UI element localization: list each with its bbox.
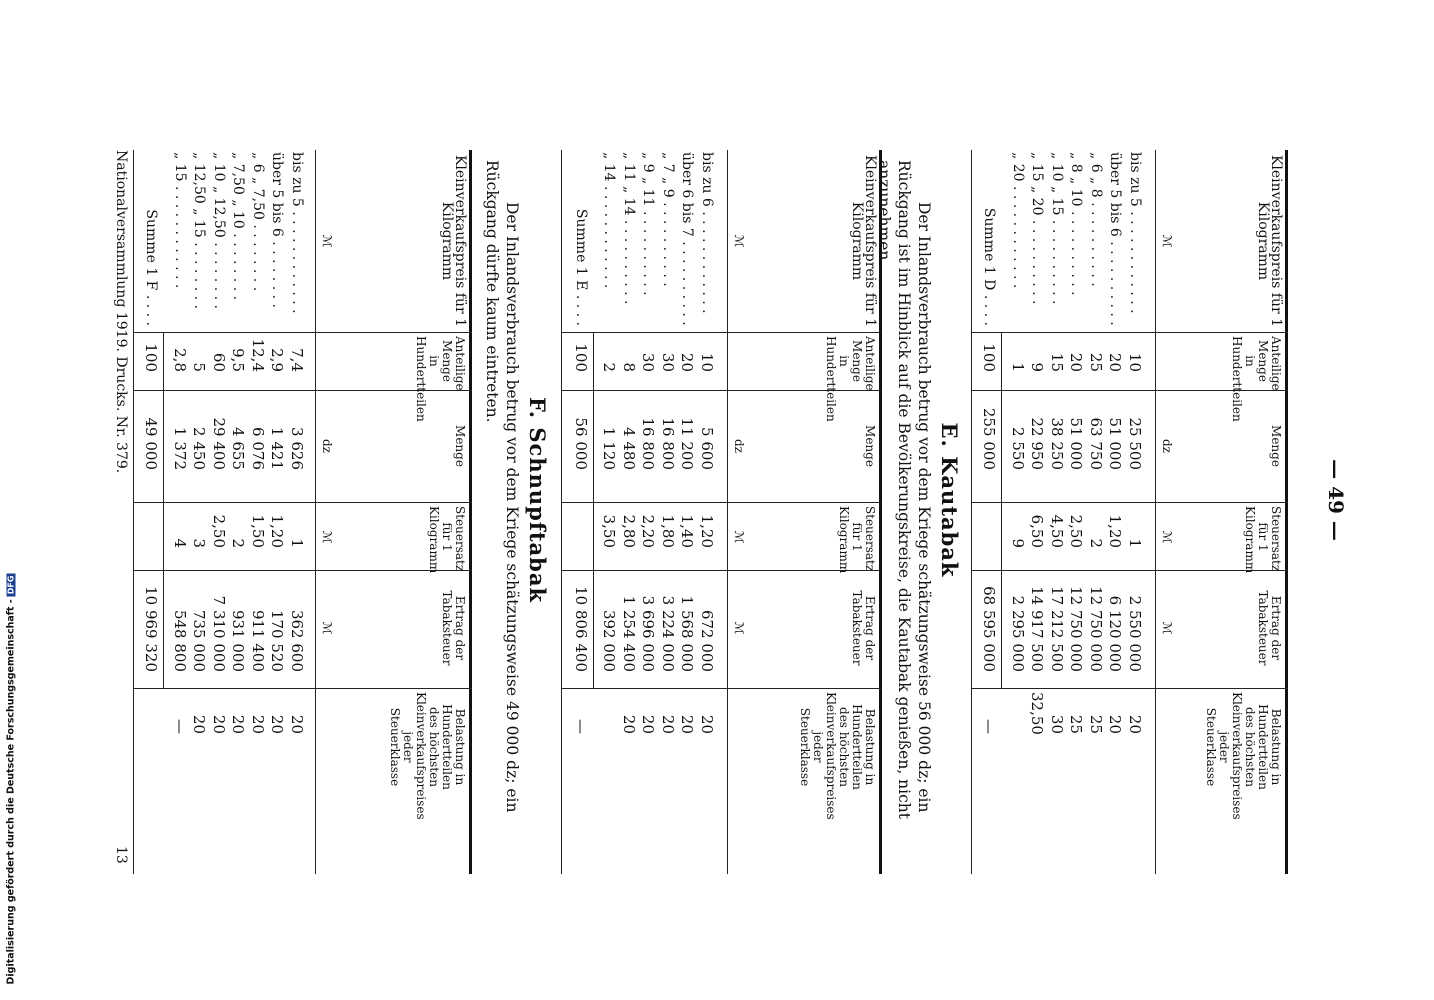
f-row-label: „ 10 „ 12,50 . . . . . . . . bbox=[211, 152, 227, 309]
e-row-label: „ 14 . . . . . . . . . . . . bbox=[601, 152, 618, 289]
d-sum-menge: 255 000 bbox=[980, 407, 998, 470]
d-row-satz: 1 bbox=[1126, 538, 1144, 548]
e-col-line-2 bbox=[562, 502, 882, 503]
d-row-ertrag: 17 212 500 bbox=[1048, 586, 1066, 672]
d-row-satz: 4,50 bbox=[1048, 514, 1066, 548]
e-row-menge: 4 480 bbox=[620, 427, 638, 470]
f-row-belastung: 20 bbox=[190, 714, 209, 734]
e-header-belastung: Belastung in Hundertteilen des höchsten Kleinverkaufspreises jeder Steuerklasse bbox=[798, 692, 877, 820]
d-row-satz: 2 bbox=[1087, 538, 1105, 548]
f-row-belastung: 20 bbox=[229, 714, 248, 734]
d-header-anteil: Anteilige Menge in Hundertteilen bbox=[1230, 336, 1283, 422]
e-row-anteil: 10 bbox=[698, 352, 716, 372]
d-row-ertrag: 2 550 000 bbox=[1126, 595, 1144, 672]
f-col-line-3 bbox=[134, 570, 472, 571]
f-row-label: bis zu 5 . . . . . . . . . . . . bbox=[289, 152, 305, 314]
e-row-anteil: 2 bbox=[600, 362, 619, 372]
f-row-anteil: 5 bbox=[190, 362, 209, 372]
f-row-label: über 5 bis 6 . . . . . . . . bbox=[269, 152, 286, 308]
d-row-ertrag: 14 917 500 bbox=[1028, 586, 1047, 672]
e-header-ertrag: Ertrag der Tabaksteuer bbox=[850, 590, 877, 666]
f-row-menge: 4 655 bbox=[229, 427, 248, 470]
e-sum-menge: 56 000 bbox=[572, 417, 590, 470]
d-sum-label: Summe 1 D . . . . bbox=[981, 207, 997, 326]
f-row-menge: 1 372 bbox=[171, 427, 189, 470]
f-row-anteil: 9,5 bbox=[229, 348, 248, 372]
d-row-ertrag: 6 120 000 bbox=[1106, 595, 1125, 672]
d-header-ertrag: Ertrag der Tabaksteuer bbox=[1256, 590, 1283, 666]
d-row-menge: 63 750 bbox=[1087, 417, 1105, 470]
d-row-belastung: 32,50 bbox=[1028, 692, 1047, 735]
d-row-ertrag: 2 295 000 bbox=[1009, 595, 1027, 672]
e-row-label: „ 11 „ 14 . . . . . . . . . . bbox=[621, 152, 637, 305]
e-row-ertrag: 1 254 400 bbox=[620, 595, 638, 672]
d-row-satz: 6,50 bbox=[1028, 514, 1047, 548]
e-row-belastung: 20 bbox=[639, 714, 658, 734]
f-row-belastung: 20 bbox=[249, 714, 267, 734]
d-unit_ertrag: ℳ bbox=[1160, 621, 1174, 635]
d-col-line-4 bbox=[972, 688, 1288, 689]
e-col-line-0 bbox=[562, 332, 882, 333]
d-row-belastung: 20 bbox=[1106, 714, 1125, 734]
d-row-menge: 2 550 bbox=[1009, 427, 1027, 470]
e-header-preis: Kleinverkaufspreis für 1 Kilogramm bbox=[849, 154, 878, 328]
e-sum-rule bbox=[593, 332, 594, 688]
d-row-menge: 51 000 bbox=[1106, 417, 1125, 470]
f-row-belastung: 20 bbox=[268, 714, 287, 734]
f-bottom-rule bbox=[133, 150, 134, 874]
e-row-menge: 11 200 bbox=[678, 417, 697, 470]
d-header-preis: Kleinverkaufspreis für 1 Kilogramm bbox=[1255, 154, 1284, 328]
e-row-satz: 2,20 bbox=[639, 514, 658, 548]
e-row-belastung: 20 bbox=[698, 714, 716, 734]
f-row-belastung: — bbox=[171, 719, 189, 734]
e-row-menge: 16 800 bbox=[659, 417, 677, 470]
e-row-satz: 1,40 bbox=[678, 514, 697, 548]
f-row-label: „ 15 . . . . . . . . . . . . bbox=[172, 152, 188, 289]
f-row-anteil: 12,4 bbox=[249, 338, 267, 372]
f-row-satz: 1 bbox=[288, 538, 306, 548]
d-row-menge: 38 250 bbox=[1048, 417, 1066, 470]
d-row-label: „ 8 „ 10 . . . . . . . . . . bbox=[1068, 152, 1085, 296]
d-unit_preis: ℳ bbox=[1160, 234, 1174, 248]
section-f-text: Der Inlandsverbrauch betrug vor dem Kriege schätzungsweise 49 000 dz; ein Rückgang dürfte kaum eintreten. bbox=[483, 160, 521, 813]
e-col-line-3 bbox=[562, 570, 882, 571]
f-header-satz: Steuersatz für 1 Kilogramm bbox=[427, 506, 467, 574]
f-row-belastung: 20 bbox=[288, 714, 306, 734]
d-row-label: „ 20 . . . . . . . . . . . . bbox=[1010, 152, 1026, 289]
e-header-rule bbox=[727, 150, 728, 874]
f-header-preis: Kleinverkaufspreis für 1 Kilogramm bbox=[439, 154, 468, 328]
f-row-ertrag: 548 800 bbox=[171, 609, 189, 672]
e-unit_menge: dz bbox=[732, 438, 746, 453]
f-col-line-0 bbox=[134, 332, 472, 333]
d-col-line-0 bbox=[972, 332, 1288, 333]
f-row-label: „ 12,50 „ 15 . . . . . . . . bbox=[191, 152, 208, 309]
f-row-ertrag: 170 520 bbox=[268, 609, 287, 672]
e-top-rule bbox=[879, 150, 882, 874]
f-sum-rule bbox=[163, 332, 164, 688]
e-row-belastung: 20 bbox=[620, 714, 638, 734]
f-header-rule bbox=[315, 150, 316, 874]
e-row-ertrag: 3 696 000 bbox=[639, 595, 658, 672]
d-row-satz: 1,20 bbox=[1106, 514, 1125, 548]
d-row-anteil: 20 bbox=[1067, 352, 1086, 372]
e-row-anteil: 20 bbox=[678, 352, 697, 372]
d-top-rule bbox=[1285, 150, 1288, 874]
dfg-logo: DFG bbox=[6, 575, 16, 595]
f-row-satz: 1,50 bbox=[249, 514, 267, 548]
f-row-satz: 3 bbox=[190, 538, 209, 548]
d-row-ertrag: 12 750 000 bbox=[1087, 586, 1105, 672]
f-row-label: „ 7,50 „ 10 . . . . . . . . bbox=[230, 152, 247, 301]
f-row-belastung: 20 bbox=[210, 714, 228, 734]
e-row-label: bis zu 6 . . . . . . . . . . . . bbox=[699, 152, 715, 314]
f-header-menge: Menge bbox=[453, 425, 467, 467]
e-col-line-4 bbox=[562, 688, 882, 689]
d-row-anteil: 20 bbox=[1106, 352, 1125, 372]
footer-text: Nationalversammlung 1919. Drucks. Nr. 379. bbox=[113, 150, 129, 474]
e-unit_ertrag: ℳ bbox=[732, 621, 746, 635]
d-row-satz: 2,50 bbox=[1067, 514, 1086, 548]
e-row-anteil: 30 bbox=[659, 352, 677, 372]
f-row-anteil: 7,4 bbox=[288, 348, 306, 372]
d-row-belastung: 25 bbox=[1067, 714, 1086, 734]
e-row-menge: 5 600 bbox=[698, 427, 716, 470]
f-unit_satz: ℳ bbox=[320, 530, 334, 544]
f-row-satz: 2,50 bbox=[210, 514, 228, 548]
e-row-menge: 16 800 bbox=[639, 417, 658, 470]
d-sum-anteil: 100 bbox=[980, 343, 998, 372]
e-sum-anteil: 100 bbox=[572, 343, 590, 372]
d-unit_menge: dz bbox=[1160, 438, 1174, 453]
d-row-satz: 9 bbox=[1009, 538, 1027, 548]
d-header-rule bbox=[1155, 150, 1156, 874]
d-row-label: über 5 bis 6 . . . . . . . . . . bbox=[1107, 152, 1124, 326]
d-row-ertrag: 12 750 000 bbox=[1067, 586, 1086, 672]
d-row-label: „ 10 „ 15 . . . . . . . . . . bbox=[1049, 152, 1065, 305]
e-row-ertrag: 392 000 bbox=[600, 609, 619, 672]
d-row-label: „ 15 „ 20 . . . . . . . . . . bbox=[1029, 152, 1046, 305]
e-col-line-1 bbox=[562, 390, 882, 391]
f-row-menge: 3 626 bbox=[288, 427, 306, 470]
f-row-menge: 29 400 bbox=[210, 417, 228, 470]
d-row-anteil: 25 bbox=[1087, 352, 1105, 372]
e-row-anteil: 8 bbox=[620, 362, 638, 372]
f-row-anteil: 2,8 bbox=[171, 348, 189, 372]
e-unit_preis: ℳ bbox=[732, 234, 746, 248]
e-row-satz: 2,80 bbox=[620, 514, 638, 548]
f-sum-anteil: 100 bbox=[142, 343, 160, 372]
d-col-line-2 bbox=[972, 502, 1288, 503]
f-col-line-2 bbox=[134, 502, 472, 503]
e-row-ertrag: 1 568 000 bbox=[678, 595, 697, 672]
f-header-belastung: Belastung in Hundertteilen des höchsten Kleinverkaufspreises jeder Steuerklasse bbox=[388, 692, 467, 820]
d-row-menge: 25 500 bbox=[1126, 417, 1144, 470]
page-number: — 49 — bbox=[1324, 459, 1348, 541]
f-sum-ertrag: 10 969 320 bbox=[142, 586, 160, 672]
d-sum-belastung: — bbox=[980, 719, 998, 734]
f-row-satz: 1,20 bbox=[268, 514, 287, 548]
f-row-anteil: 60 bbox=[210, 352, 228, 372]
digitization-note-text: Digitalisierung gefördert durch die Deutsche Forschungsgemeinschaft - bbox=[5, 599, 17, 985]
f-row-menge: 1 421 bbox=[268, 427, 287, 470]
e-sum-ertrag: 10 806 400 bbox=[572, 586, 590, 672]
f-row-ertrag: 735 000 bbox=[190, 609, 209, 672]
e-row-satz: 1,80 bbox=[659, 514, 677, 548]
e-row-ertrag: 3 224 000 bbox=[659, 595, 677, 672]
f-col-line-1 bbox=[134, 390, 472, 391]
d-header-satz: Steuersatz für 1 Kilogramm bbox=[1243, 506, 1283, 574]
e-header-menge: Menge bbox=[863, 425, 877, 467]
d-row-label: bis zu 5 . . . . . . . . . . . . bbox=[1127, 152, 1143, 314]
e-row-label: „ 7 „ 9 . . . . . . . . . . bbox=[660, 152, 676, 287]
e-row-anteil: 30 bbox=[639, 352, 658, 372]
f-row-ertrag: 911 400 bbox=[249, 609, 267, 672]
e-row-label: „ 9 „ 11 . . . . . . . . . . bbox=[640, 152, 657, 296]
d-row-menge: 22 950 bbox=[1028, 417, 1047, 470]
d-row-belastung: 20 bbox=[1126, 714, 1144, 734]
f-sum-label: Summe 1 F . . . . bbox=[143, 209, 159, 326]
f-row-menge: 6 076 bbox=[249, 427, 267, 470]
d-row-anteil: 9 bbox=[1028, 362, 1047, 372]
f-header-anteil: Anteilige Menge in Hundertteilen bbox=[414, 336, 467, 422]
section-f-title: F. Schnupftabak bbox=[525, 396, 550, 604]
f-row-menge: 2 450 bbox=[190, 427, 209, 470]
e-sum-belastung: — bbox=[572, 719, 590, 734]
d-row-anteil: 10 bbox=[1126, 352, 1144, 372]
f-row-anteil: 2,9 bbox=[268, 348, 287, 372]
digitization-note bbox=[5, 575, 17, 985]
d-header-belastung: Belastung in Hundertteilen des höchsten Kleinverkaufspreises jeder Steuerklasse bbox=[1204, 692, 1283, 820]
f-header-ertrag: Ertrag der Tabaksteuer bbox=[440, 590, 467, 666]
d-row-belastung: 30 bbox=[1048, 714, 1066, 734]
d-unit_satz: ℳ bbox=[1160, 530, 1174, 544]
f-top-rule bbox=[469, 150, 472, 874]
f-col-line-4 bbox=[134, 688, 472, 689]
e-row-belastung: 20 bbox=[678, 714, 697, 734]
e-row-belastung: 20 bbox=[659, 714, 677, 734]
f-row-satz: 4 bbox=[171, 538, 189, 548]
d-row-label: „ 6 „ 8 . . . . . . . . . . bbox=[1088, 152, 1104, 287]
f-unit_preis: ℳ bbox=[320, 234, 334, 248]
d-sum-ertrag: 68 595 000 bbox=[980, 586, 998, 672]
f-row-ertrag: 362 600 bbox=[288, 609, 306, 672]
d-col-line-1 bbox=[972, 390, 1288, 391]
e-bottom-rule bbox=[561, 150, 562, 874]
d-bottom-rule bbox=[971, 150, 972, 874]
f-row-label: „ 6 „ 7,50 . . . . . . . . bbox=[250, 152, 266, 292]
d-row-anteil: 1 bbox=[1009, 362, 1027, 372]
d-header-menge: Menge bbox=[1269, 425, 1283, 467]
e-row-ertrag: 672 000 bbox=[698, 609, 716, 672]
e-row-menge: 1 120 bbox=[600, 427, 619, 470]
e-sum-label: Summe 1 E . . . . bbox=[573, 208, 589, 326]
f-row-satz: 2 bbox=[229, 538, 248, 548]
e-row-satz: 3,50 bbox=[600, 514, 619, 548]
d-row-anteil: 15 bbox=[1048, 352, 1066, 372]
side-note bbox=[4, 575, 18, 986]
f-row-ertrag: 931 000 bbox=[229, 609, 248, 672]
e-row-label: über 6 bis 7 . . . . . . . . . . bbox=[679, 152, 696, 326]
d-row-menge: 51 000 bbox=[1067, 417, 1086, 470]
e-unit_satz: ℳ bbox=[732, 530, 746, 544]
d-sum-rule bbox=[1001, 332, 1002, 688]
d-row-belastung: 25 bbox=[1087, 714, 1105, 734]
f-unit_ertrag: ℳ bbox=[320, 621, 334, 635]
sheet-number: 13 bbox=[113, 846, 129, 864]
e-header-anteil: Anteilige Menge in Hundertteilen bbox=[824, 336, 877, 422]
e-header-satz: Steuersatz für 1 Kilogramm bbox=[837, 506, 877, 574]
section-e-text: Der Inlandsverbrauch betrug vor dem Kriege schätzungsweise 56 000 dz; ein Rückgang ist im Hinblick auf die Bevölkerungskreise, die Kautabak genießen, nicht anzunehmen. bbox=[875, 160, 933, 820]
e-row-satz: 1,20 bbox=[698, 514, 716, 548]
f-row-ertrag: 7 310 000 bbox=[210, 595, 228, 672]
f-unit_menge: dz bbox=[320, 438, 334, 453]
f-sum-menge: 49 000 bbox=[142, 417, 160, 470]
section-e-title: E. Kautabak bbox=[937, 422, 962, 578]
d-col-line-3 bbox=[972, 570, 1288, 571]
